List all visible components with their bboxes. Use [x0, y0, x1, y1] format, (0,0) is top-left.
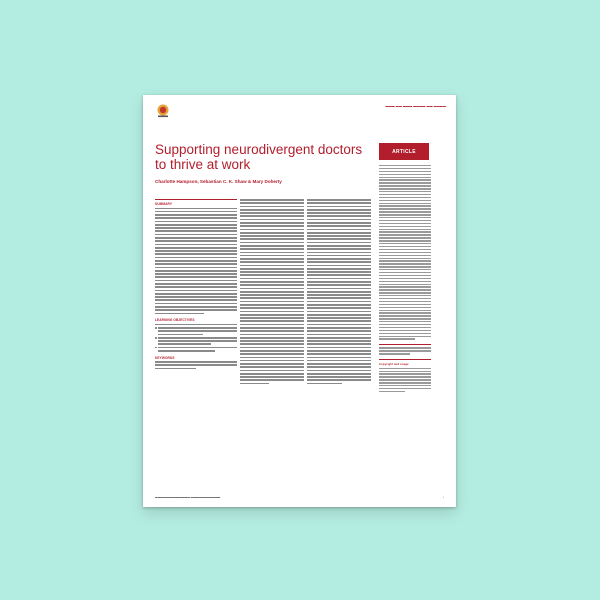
- page-footer: ▬▬▬▬▬▬▬▬▬▬▬▬▬ ▬▬▬▬▬▬▬▬▬▬▬: [155, 496, 221, 499]
- journal-logo-icon: [155, 103, 171, 119]
- summary-box: [155, 199, 237, 371]
- running-head: ▬▬▬ ▬▬ ▬▬▬ ▬▬▬▬ ▬▬ ▬▬▬▬: [385, 104, 446, 108]
- article-type-badge: ARTICLE: [379, 143, 429, 160]
- body-column-1: [240, 199, 304, 386]
- objectives-heading: LEARNING OBJECTIVES: [155, 318, 195, 323]
- summary-heading: SUMMARY: [155, 202, 173, 206]
- article-title: Supporting neurodivergent doctors to thrive at work: [155, 142, 363, 172]
- keywords-heading: KEYWORDS: [155, 355, 175, 360]
- author-info-sidebar: [379, 165, 431, 394]
- body-column-2: [307, 199, 371, 386]
- article-page: [143, 95, 456, 507]
- page-number: ▪: [443, 496, 444, 499]
- copyright-heading: Copyright and usage: [379, 362, 409, 367]
- article-authors: Charlotte Hampson, Sebastian C. K. Shaw & Mary Doherty: [155, 179, 282, 184]
